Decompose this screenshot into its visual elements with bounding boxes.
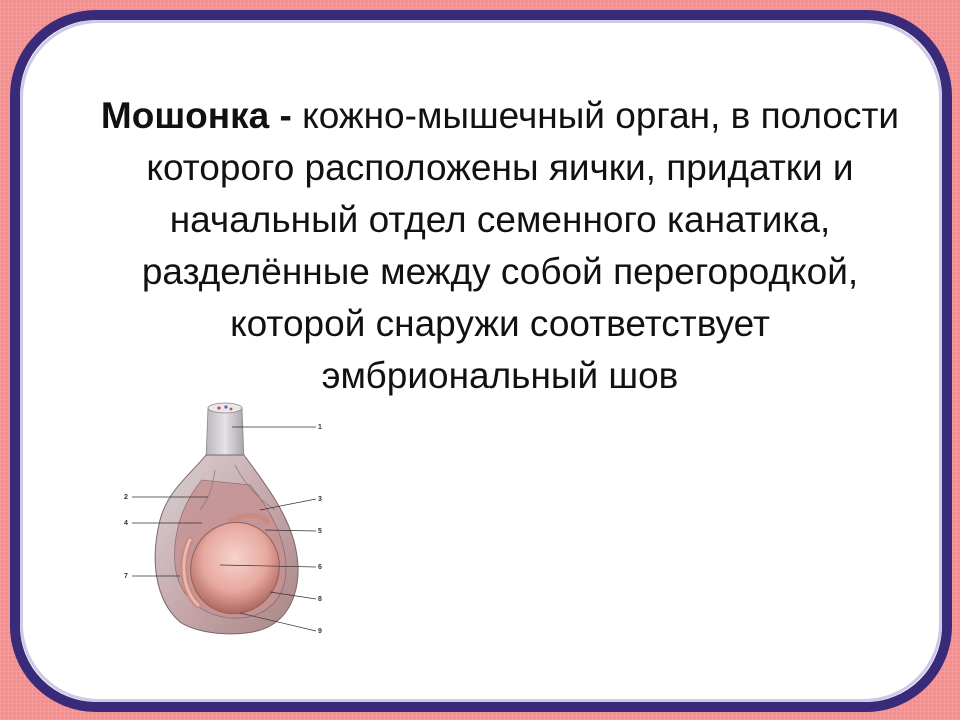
figure-label-2: 2 <box>124 494 128 501</box>
slide-text <box>90 90 910 402</box>
figure-label-1: 1 <box>318 424 322 431</box>
figure-label-8: 8 <box>318 596 322 603</box>
figure-label-9: 9 <box>318 628 322 635</box>
figure-label-6: 6 <box>318 564 322 571</box>
figure-label-3: 3 <box>318 496 322 503</box>
figure-label-7: 7 <box>124 573 128 580</box>
definition: кожно-мышечный орган, в полости которого расположены яички, придатки и начальный отдел семенного канатика, разделённые между собой перегородкой, которой снаружи соответствует эмбриональный шов <box>141 95 900 396</box>
figure-label-5: 5 <box>318 528 322 535</box>
term: Мошонка - <box>100 95 292 136</box>
spermatic-cord <box>206 408 244 460</box>
figure-label-4: 4 <box>124 520 128 527</box>
scrotum-anatomy-illustration <box>120 400 340 640</box>
